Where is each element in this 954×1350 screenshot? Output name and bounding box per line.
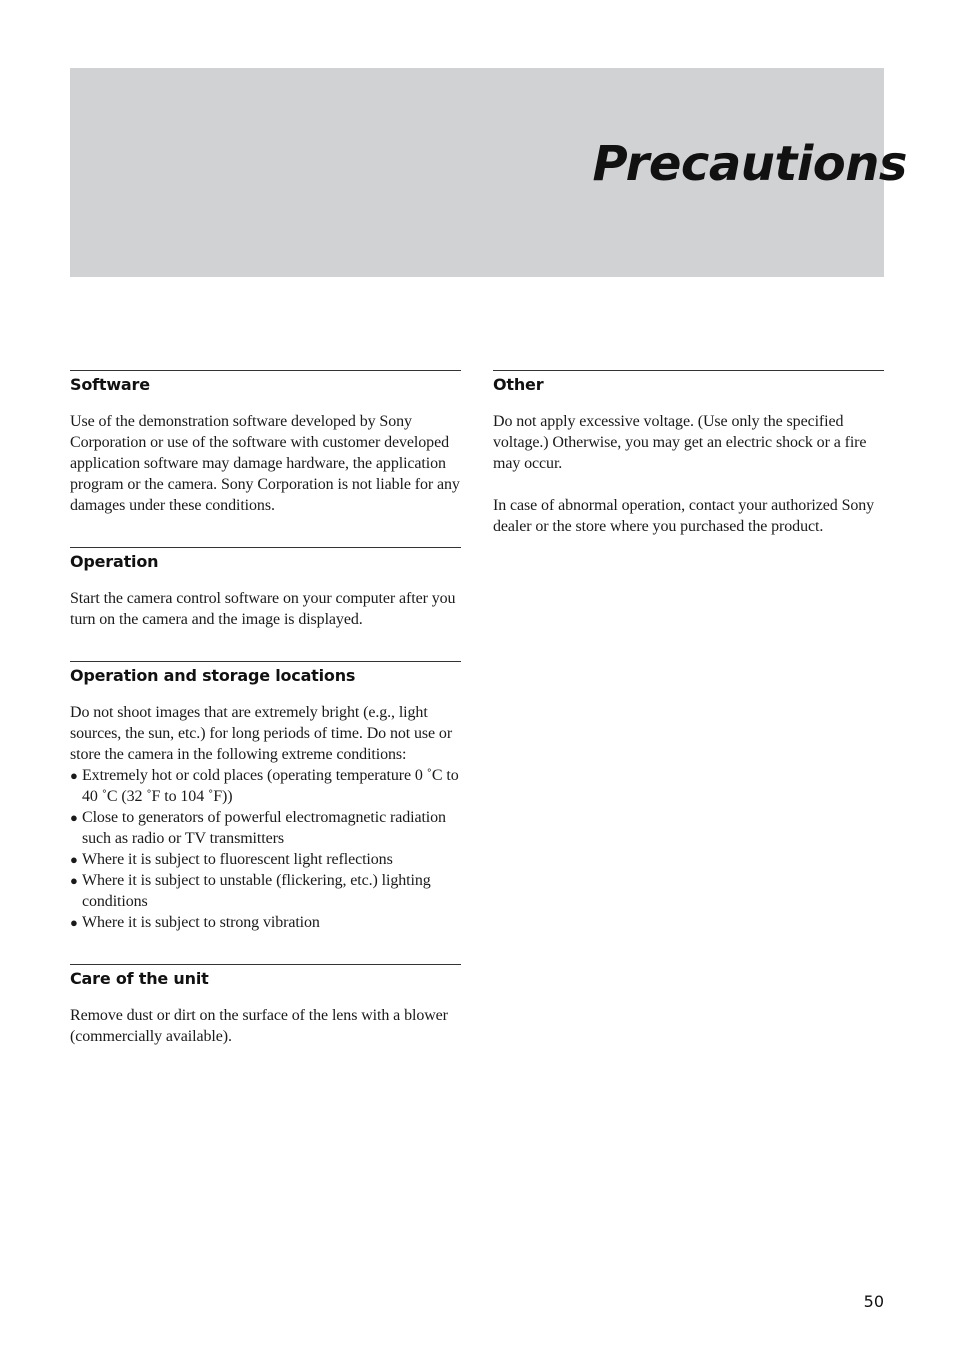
bullet-icon: ● <box>70 768 78 783</box>
section-heading-care: Care of the unit <box>70 969 209 988</box>
section-software <box>70 370 461 516</box>
list-item-text: Where it is subject to unstable (flickering, etc.) lighting conditions <box>82 872 431 910</box>
condition-list <box>70 765 461 933</box>
section-body-storage-locations: Do not shoot images that are extremely bright (e.g., light sources, the sun, etc.) for long periods of time. Do not use or store the camera in the following extreme conditions: <box>70 704 453 763</box>
bullet-icon: ● <box>70 810 78 825</box>
section-other <box>493 370 884 537</box>
section-heading-storage-locations: Operation and storage locations <box>70 666 356 685</box>
list-item <box>70 807 461 849</box>
section-heading-operation: Operation <box>70 552 159 571</box>
section-body-other-voltage: Do not apply excessive voltage. (Use only the specified voltage.) Otherwise, you may get an electric shock or a fire may occur. <box>493 413 867 472</box>
left-column <box>70 370 461 1078</box>
section-body-other-abnormal: In case of abnormal operation, contact your authorized Sony dealer or the store where you purchased the product. <box>493 497 875 535</box>
section-body-care: Remove dust or dirt on the surface of the lens with a blower (commercially available). <box>70 1007 448 1045</box>
section-body-operation: Start the camera control software on your computer after you turn on the camera and the image is displayed. <box>70 590 456 628</box>
list-item <box>70 870 461 912</box>
bullet-icon: ● <box>70 915 78 930</box>
section-care <box>70 964 461 1047</box>
bullet-icon: ● <box>70 852 78 867</box>
section-operation <box>70 547 461 630</box>
bullet-icon: ● <box>70 873 78 888</box>
section-body-software: Use of the demonstration software developed by Sony Corporation or use of the software with customer developed application software may damage hardware, the application program or the camera. Sony Corporation is not liable for any damages under these conditions. <box>70 413 460 514</box>
list-item <box>70 765 461 807</box>
list-item <box>70 849 461 870</box>
list-item-text: Close to generators of powerful electromagnetic radiation such as radio or TV transmitters <box>82 809 446 847</box>
section-heading-other: Other <box>493 375 544 394</box>
list-item-text: Where it is subject to fluorescent light reflections <box>82 851 393 868</box>
page-number: 50 <box>863 1292 884 1311</box>
section-heading-software: Software <box>70 375 150 394</box>
list-item <box>70 912 461 933</box>
section-storage-locations <box>70 661 461 933</box>
right-column <box>493 370 884 568</box>
list-item-text: Where it is subject to strong vibration <box>82 914 320 931</box>
list-item-text: Extremely hot or cold places (operating temperature 0 ˚C to 40 ˚C (32 ˚F to 104 ˚F)) <box>82 767 459 805</box>
page-title: Precautions <box>592 136 907 192</box>
